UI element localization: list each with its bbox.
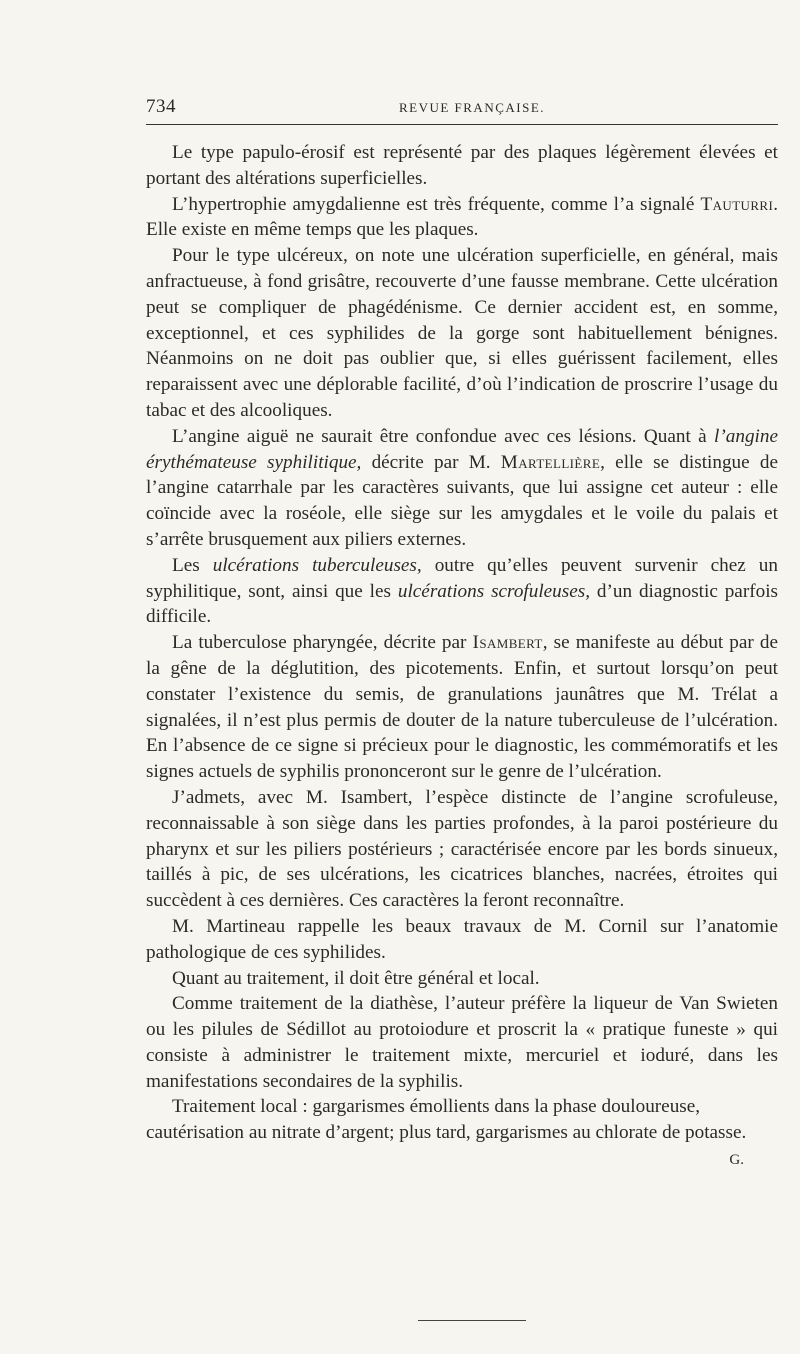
page-number: 734 [146, 96, 176, 117]
paragraph: Le type papulo-érosif est représenté par des plaques légèrement élevées et portant des altérations superficielles. [146, 142, 778, 189]
paragraph: Traitement local : gargarismes émollients dans la phase douloureuse, cautérisation au nitrate d’argent; plus tard, gargarismes au chlorate de potasse. G. [146, 1094, 778, 1146]
header-rule [146, 124, 778, 125]
paragraph: Pour le type ulcéreux, on note une ulcération superficielle, en général, mais anfractueuse, à fond grisâtre, recouverte d’une fausse membrane. Cette ulcération peut se compliquer de phagédénisme. Ce dernier accident est, en somme, exceptionnel, et ces syphilides de la gorge sont habituellement bénignes. Néanmoins on ne doit pas oublier que, si elles guérissent facilement, elles reparaissent avec une déplorable facilité, d’où l’indication de proscrire l’usage du tabac et des alcooliques. [146, 245, 778, 421]
italic-term: ulcérations scrofuleuses, [397, 580, 591, 602]
paragraph: Comme traitement de la diathèse, l’auteur préfère la liqueur de Van Swieten ou les pilules de Sédillot au protoiodure et proscrit la « pratique funeste » qui consiste à administrer le traitement mixte, mercuriel et ioduré, dans les manifestations secondaires de la syphilis. [146, 993, 778, 1092]
signature: G. [729, 1152, 744, 1169]
page-header [146, 96, 778, 120]
italic-term: l’angine érythémateuse syphilitique, [146, 425, 778, 473]
paragraph: Quant au traitement, il doit être général et local. [172, 967, 540, 989]
running-title: REVUE FRANÇAISE. [398, 100, 546, 115]
paragraph: L’angine aiguë ne saurait être confondue avec ces lésions. Quant à l’angine érythémateuse syphilitique, décrite par M. Martellière, elle se distingue de l’angine catarrhale par les caractères suivants, que lui assigne cet auteur : elle coïncide avec la roséole, elle siège sur les amygdales et le voile du palais et s’arrête brusquement aux piliers externes. [146, 425, 778, 550]
paragraph: La tuberculose pharyngée, décrite par Isambert, se manifeste au début par de la gêne de la déglutition, des picotements. Enfin, et surtout lorsqu’on peut constater l’existence du semis, de granulations jaunâtres que M. Trélat a signalées, il n’est plus permis de douter de la nature tuberculeuse de l’ulcération. En l’absence de ce signe si précieux pour le diagnostic, les commémoratifs et les signes actuels de syphilis prononceront sur le genre de l’ulcération. [146, 632, 779, 783]
author-name: Isambert [472, 632, 543, 654]
article-body [146, 140, 778, 1174]
paragraph: M. Martineau rappelle les beaux travaux de M. Cornil sur l’anatomie pathologique de ces syphilides. [146, 915, 778, 963]
paragraph: Les ulcérations tuberculeuses, outre qu’elles peuvent survenir chez un syphilitique, sont, ainsi que les ulcérations scrofuleuses, d’un diagnostic parfois difficile. [146, 554, 778, 628]
paragraph: L’hypertrophie amygdalienne est très fréquente, comme l’a signalé Tauturri. Elle existe en même temps que les plaques. [146, 193, 778, 241]
author-name: Tauturri [700, 193, 774, 215]
paragraph: J’admets, avec M. Isambert, l’espèce distincte de l’angine scrofuleuse, reconnaissable à son siège dans les parties profondes, à la paroi postérieure du pharynx et sur les piliers postérieurs ; caractérisée encore par les bords sinueux, taillés à pic, de ses ulcérations, les cicatrices blanches, nacrées, étroites qui succèdent à ces dernières. Ces caractères la feront reconnaître. [146, 786, 778, 912]
italic-term: ulcérations tuberculeuses, [212, 554, 422, 576]
end-rule [418, 1320, 526, 1321]
author-name: Martellière [500, 451, 601, 473]
